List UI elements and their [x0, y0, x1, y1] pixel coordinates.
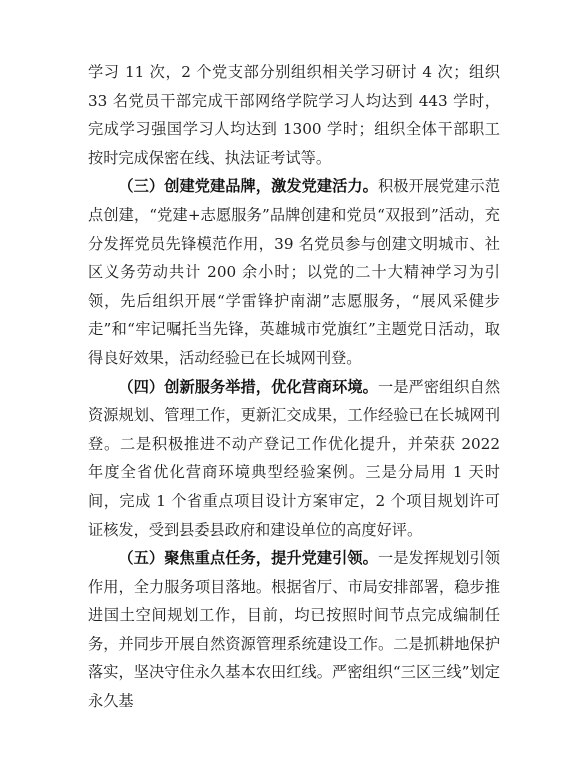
paragraph-study-summary: [88, 58, 500, 172]
paragraph-service-innovation: [88, 373, 500, 545]
document-body: [88, 58, 500, 716]
paragraph-text: 积极开展党建示范点创建，“党建+志愿服务”品牌创建和党员“双报到”活动，充分发挥党员先锋模范作用，39 名党员参与创建文明城市、社区义务劳动共计 200 余小时；以党的二十大精神学习为引领，先后组织开展“学雷锋护南湖”志愿服务，“展风采健步走”和“牢记嘱托当先锋，英雄城市党旗红”主题党日活动，取得良好效果，活动经验已在长城网刊登。: [88, 177, 501, 367]
section-heading-5: （五）聚焦重点任务，提升党建引领。: [118, 549, 378, 568]
paragraph-key-tasks: [88, 544, 500, 716]
paragraph-text: 一是严密组织自然资源规划、管理工作，更新汇交成果，工作经验已在长城网刊登。二是积极推进不动产登记工作优化提升，并荣获 2022 年度全省优化营商环境典型经验案例。三是分局用 1 天时间，完成 1 个省重点项目设计方案审定，2 个项目规划许可证核发，受到县委县政府和建设单位的高度好评。: [88, 377, 501, 539]
paragraph-text: 一是发挥规划引领作用，全力服务项目落地。根据省厅、市局安排部署，稳步推进国土空间规划工作，目前，均已按照时间节点完成编制任务，并同步开展自然资源管理系统建设工作。二是抓耕地保护落实，坚决守住永久基本农田红线。严密组织“三区三线”划定永久基: [88, 549, 501, 711]
section-heading-4: （四）创新服务举措，优化营商环境。: [118, 377, 378, 396]
paragraph-party-brand: [88, 172, 500, 372]
paragraph-text: 学习 11 次，2 个党支部分别组织相关学习研讨 4 次；组织 33 名党员干部完成干部网络学院学习人均达到 443 学时，完成学习强国学习人均达到 1300 学时；组织全体干部职工按时完成保密在线、执法证考试等。: [88, 63, 500, 167]
section-heading-3: （三）创建党建品牌，激发党建活力。: [118, 177, 378, 196]
